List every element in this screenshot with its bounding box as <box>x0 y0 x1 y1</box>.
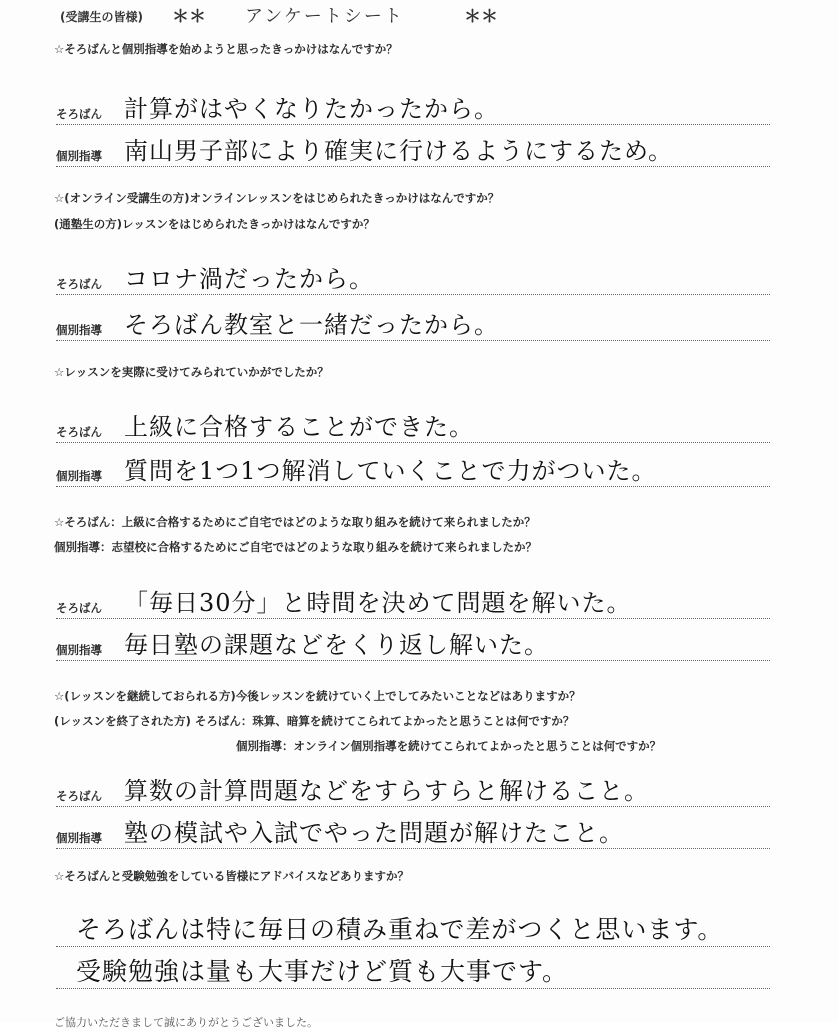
handwritten-answer: 計算がはやくなりたかったから。 <box>124 95 499 123</box>
footer-thanks: ご協力いただきまして誠にありがとうございました。 <box>54 1016 318 1029</box>
answer-3-soroban <box>56 412 770 443</box>
kobetsu-label: 個別指導 <box>56 323 102 337</box>
question-5-finished: (レッスンを終了された方) そろばん：珠算、暗算を続けてこられてよかったと思うことは何ですか？ <box>54 714 575 728</box>
kobetsu-label: 個別指導 <box>56 149 102 163</box>
handwritten-answer: 質問を1つ1つ解消していくことで力がついた。 <box>124 457 657 485</box>
handwritten-answer: そろばんは特に毎日の積み重ねで差がつくと思います。 <box>76 915 724 944</box>
handwritten-answer: 南山男子部により確実に行けるようにするため。 <box>124 137 674 165</box>
answer-6-line-1 <box>56 916 770 947</box>
soroban-label: そろばん <box>56 277 102 291</box>
question-5-kobetsu: 個別指導：オンライン個別指導を続けてこられてよかったと思うことは何ですか？ <box>236 739 662 753</box>
handwritten-answer: コロナ渦だったから。 <box>124 265 374 293</box>
question-2-classroom: (通塾生の方)レッスンをはじめられたきっかけはなんですか？ <box>54 217 375 231</box>
answer-5-kobetsu <box>56 818 770 849</box>
soroban-label: そろばん <box>56 789 102 803</box>
question-2-online: ☆(オンライン受講生の方)オンラインレッスンをはじめられたきっかけはなんですか？ <box>54 191 500 205</box>
answer-1-kobetsu <box>56 136 770 167</box>
question-3: ☆レッスンを実際に受けてみられていかがでしたか？ <box>54 365 329 379</box>
question-5-continuing: ☆(レッスンを継続しておられる方)今後レッスンを続けていく上でしてみたいことなどはありますか？ <box>54 689 581 703</box>
answer-2-kobetsu <box>56 310 770 341</box>
question-1: ☆そろばんと個別指導を始めようと思ったきっかけはなんですか？ <box>54 42 398 56</box>
sheet-title: アンケートシート <box>245 6 404 27</box>
stars-left: ＊＊ <box>172 7 206 27</box>
question-6: ☆そろばんと受験勉強をしている皆様にアドバイスなどありますか？ <box>54 869 409 883</box>
answer-1-soroban <box>56 94 770 125</box>
answer-4-kobetsu <box>56 630 770 661</box>
handwritten-answer: 算数の計算問題などをすらすらと解けること。 <box>124 777 649 805</box>
audience-label: (受講生の皆様) <box>60 10 143 24</box>
soroban-label: そろばん <box>56 601 102 615</box>
answer-6-line-2 <box>56 958 770 989</box>
handwritten-answer: そろばん教室と一緒だったから。 <box>124 311 499 339</box>
handwritten-answer: 上級に合格することができた。 <box>124 413 474 441</box>
kobetsu-label: 個別指導 <box>56 643 102 657</box>
kobetsu-label: 個別指導 <box>56 469 102 483</box>
handwritten-answer: 「毎日30分」と時間を決めて問題を解いた。 <box>124 589 632 617</box>
answer-4-soroban <box>56 588 770 619</box>
question-4-kobetsu: 個別指導：志望校に合格するためにご自宅ではどのような取り組みを続けて来られましたか？ <box>54 540 537 554</box>
handwritten-answer: 受験勉強は量も大事だけど質も大事です。 <box>76 957 569 986</box>
kobetsu-label: 個別指導 <box>56 831 102 845</box>
soroban-label: そろばん <box>56 425 102 439</box>
handwritten-answer: 塾の模試や入試でやった問題が解けたこと。 <box>124 819 624 847</box>
handwritten-answer: 毎日塾の課題などをくり返し解いた。 <box>124 631 549 659</box>
answer-3-kobetsu <box>56 456 770 487</box>
soroban-label: そろばん <box>56 107 102 121</box>
question-4-soroban: ☆そろばん：上級に合格するためにご自宅ではどのような取り組みを続けて来られましたか？ <box>54 515 536 529</box>
answer-5-soroban <box>56 776 770 807</box>
answer-2-soroban <box>56 264 770 295</box>
stars-right: ＊＊ <box>464 7 498 27</box>
